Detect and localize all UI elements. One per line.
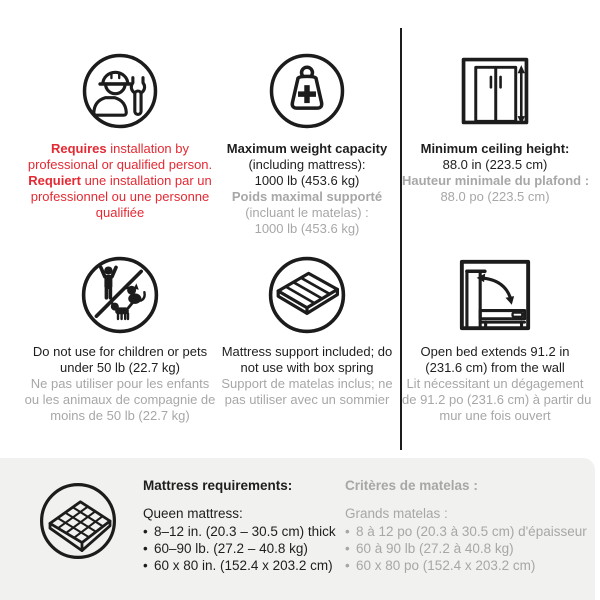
cell-text [15,344,225,424]
cell-no-children-pets [15,255,225,424]
cell-open-bed [402,255,592,424]
text-line: Poids maximal supporté [231,189,383,204]
text-line: ou les animaux de compagnie de [24,392,216,407]
cell-text [402,141,588,205]
open-bed-icon [456,256,534,334]
text-line: Minimum ceiling height: [420,141,570,156]
cell-installation [15,53,225,221]
requirements-list-fr [345,523,595,574]
text-line: Requires installation by [50,141,190,156]
text-line: Support de matelas inclus; ne [221,376,393,391]
text-line: moins de 50 lb (22.7 kg) [50,408,190,423]
text-line: Lit nécessitant un dégagement [406,376,584,391]
text-line: Do not use for children or pets [32,344,208,359]
requirements-list [143,523,343,574]
no-children-pets-icon [80,255,160,335]
text-line: 1000 lb (453.6 kg) [254,173,360,188]
requirements-heading: Mattress requirements: [143,478,293,493]
text-line: de 91.2 po (231.6 cm) à partir du [402,392,592,407]
requirements-subheading-fr: Grands matelas : [345,506,448,521]
text-line: 88.0 po (223.5 cm) [440,189,550,204]
cell-weight-capacity [202,53,412,237]
requirement-item: • 60 x 80 in. (152.4 x 203.2 cm) [143,557,343,574]
cell-ceiling-height [402,53,588,205]
mattress-requirements-en [143,477,343,574]
text-line: under 50 lb (22.7 kg) [60,360,180,375]
text-line: Ne pas utiliser pour les enfants [30,376,210,391]
installer-icon [81,52,159,130]
text-line: (231.6 cm) from the wall [425,360,565,375]
mattress-icon [38,481,118,561]
requirement-item: • 60 à 90 lb (27.2 à 40.8 kg) [345,540,595,557]
cell-text [202,141,412,237]
text-line: Maximum weight capacity [226,141,388,156]
cell-text [15,141,225,221]
ceiling-height-icon [458,54,532,128]
text-line: (incluant le matelas) : [245,205,369,220]
mattress-support-icon [267,255,347,335]
requirement-item: • 60 x 80 po (152.4 x 203.2 cm) [345,557,595,574]
cell-text [202,344,412,408]
requirement-item: • 8 à 12 po (20.3 à 30.5 cm) d'épaisseur [345,523,595,540]
requirement-item: • 8–12 in. (20.3 – 30.5 cm) thick [143,523,343,540]
text-line: professional or qualified person. [27,157,213,172]
text-line: pas utiliser avec un sommier [224,392,390,407]
weight-capacity-icon [268,52,346,130]
text-line: Mattress support included; do [221,344,393,359]
text-line: Open bed extends 91.2 in [420,344,570,359]
requirements-subheading: Queen mattress: [143,506,243,521]
text-line: not use with box spring [240,360,374,375]
text-line: Hauteur minimale du plafond : [402,173,590,188]
text-line: mur une fois ouvert [439,408,551,423]
text-line: 1000 lb (453.6 kg) [254,221,360,236]
text-line: professionnel ou une personne [30,189,210,204]
mattress-requirements-fr [345,477,595,574]
requirements-heading-fr: Critères de matelas : [345,478,478,493]
text-line: (including mattress): [248,157,366,172]
requirement-item: • 60–90 lb. (27.2 – 40.8 kg) [143,540,343,557]
text-line: 88.0 in (223.5 cm) [442,157,548,172]
cell-text [402,344,592,424]
cell-mattress-support [202,255,412,408]
text-line: Requiert une installation par un [28,173,212,188]
text-line: qualifiée [95,205,145,220]
